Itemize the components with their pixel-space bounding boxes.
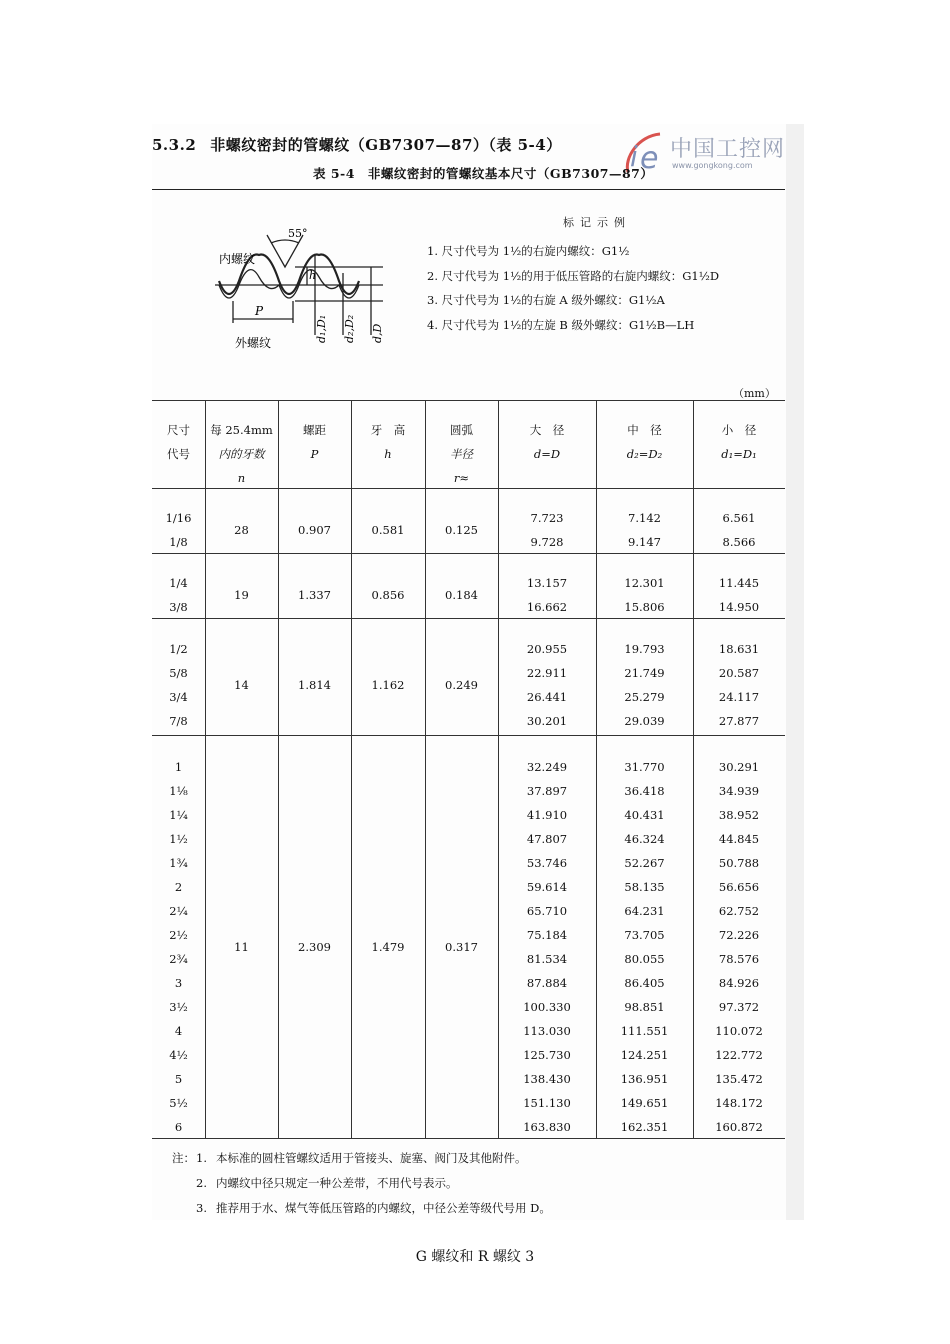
pitch-cell: 7.142 [628,511,661,525]
h-value: 0.581 [371,523,405,537]
major-cell: 7.723 [530,511,564,525]
sizes-cell: 2¾ [169,952,188,966]
major-cells [498,755,596,1139]
note-number: 3. [196,1201,207,1215]
pitch-cell: 52.267 [624,856,665,870]
pitch-cell: 58.135 [624,880,665,894]
major-cell: 125.730 [523,1048,571,1062]
unit-label: （mm） [733,387,776,400]
sizes-cell: 2 [174,880,183,894]
header-text: d₂=D₂ [626,447,663,461]
header-text: 内的牙数 [218,447,265,461]
minor-cell: 11.445 [718,576,760,590]
pitch-dia-label: d₂,D₂ [343,314,356,343]
sizes-cells [152,571,205,619]
header-text: P [310,447,319,461]
minor-cells [693,637,785,733]
external-thread-label: 外螺纹 [235,336,272,350]
pitch-cell: 80.055 [624,952,665,966]
pitch-cell: 111.551 [620,1024,669,1038]
major-cell: 41.910 [526,808,568,822]
height-label: h [309,269,317,282]
P-value: 1.337 [298,588,331,602]
marking-line: 1. 尺寸代号为 1½的右旋内螺纹：G1½ [427,244,630,258]
major-cell: 59.614 [526,880,568,894]
minor-cell: 8.566 [722,535,756,549]
minor-cell: 50.788 [718,856,760,870]
section-number: 5.3.2 [152,136,197,154]
h-cell [351,935,425,959]
sizes-cell: 1/2 [169,642,188,656]
pitch-cell: 73.705 [624,928,665,942]
sizes-cell: 2½ [169,928,188,942]
sizes-cell: 3/8 [169,600,188,614]
column-rule [205,400,206,1138]
P-value: 1.814 [298,678,331,692]
minor-cell: 44.845 [718,832,760,846]
sizes-cells [152,637,205,733]
r-value: 0.317 [445,940,478,954]
major-cell: 47.807 [526,832,568,846]
marking-heading: 标记示例 [563,216,631,229]
pitch-cell: 98.851 [624,1000,665,1014]
section-heading [152,134,562,155]
r-value: 0.249 [445,678,478,692]
page-footer: G 螺纹和 R 螺纹 3 [415,1249,535,1265]
minor-cells [693,571,785,619]
minor-dia-label: d₁,D₁ [315,314,328,343]
major-cell: 16.662 [526,600,568,614]
column-header [596,418,693,466]
sizes-cell: 6 [174,1120,183,1134]
sizes-cell: 3½ [169,1000,188,1014]
sizes-cell: 3/4 [169,690,188,704]
column-header [693,418,785,466]
P-cell [278,518,351,542]
column-rule [351,400,352,1138]
header-text: 每 25.4mm [210,423,273,437]
P-value: 2.309 [298,940,331,954]
sizes-cell: 1/8 [169,535,188,549]
major-cell: 9.728 [530,535,564,549]
major-cell: 75.184 [526,928,568,942]
major-cell: 13.157 [526,576,568,590]
notes [172,1146,551,1221]
major-cell: 151.130 [523,1096,571,1110]
r-value: 0.125 [445,523,478,537]
major-cell: 138.430 [523,1072,571,1086]
pitch-cell: 15.806 [624,600,665,614]
minor-cell: 160.872 [715,1120,763,1134]
P-cell [278,673,351,697]
major-cell: 65.710 [526,904,568,918]
sizes-cell: 2¼ [169,904,188,918]
thread-profile-diagram [205,215,395,355]
h-cell [351,518,425,542]
marking-line: 3. 尺寸代号为 1½的右旋 A 级外螺纹：G1½A [427,293,665,307]
n-cell [205,518,278,542]
column-header [278,418,351,466]
major-cell: 53.746 [526,856,568,870]
svg-text:e: e [640,141,659,176]
column-header [351,418,425,466]
note-number: 1. [196,1151,207,1165]
major-cell: 100.330 [523,1000,571,1014]
minor-cell: 72.226 [718,928,760,942]
sizes-cell: 5 [174,1072,183,1086]
notes-label: 注： [172,1151,195,1165]
major-cells [498,637,596,733]
pitch-cell: 19.793 [624,642,665,656]
sizes-cell: 4½ [169,1048,188,1062]
minor-cell: 135.472 [715,1072,763,1086]
major-cell: 163.830 [523,1120,571,1134]
minor-cell: 20.587 [718,666,760,680]
sizes-cell: 1/4 [169,576,188,590]
minor-cell: 24.117 [718,690,760,704]
angle-label: 55° [288,227,308,240]
header-text: r≈ [453,471,470,485]
header-text: 尺寸 [167,423,190,437]
section-title: 非螺纹密封的管螺纹（GB7307—87）（表 5-4） [210,136,562,154]
top-rule [152,189,785,190]
minor-cell: 97.372 [718,1000,760,1014]
P-cell [278,583,351,607]
pitch-cell: 46.324 [624,832,665,846]
sizes-cell: 1/16 [165,511,192,525]
minor-cells [693,506,785,554]
h-cell [351,583,425,607]
n-value: 28 [234,523,249,537]
column-header [152,418,205,466]
header-text: 大 径 [529,423,565,437]
sizes-cell: 4 [174,1024,183,1038]
major-cell: 32.249 [526,760,568,774]
logo-name: 中国工控网 [670,137,786,162]
header-text: d₁=D₁ [721,447,757,461]
pitch-cell: 12.301 [624,576,665,590]
note-number: 2. [196,1176,207,1190]
n-value: 14 [234,678,249,692]
group-rule [152,735,785,736]
major-cell: 113.030 [523,1024,571,1038]
column-rule [425,400,426,1138]
r-cell [425,518,498,542]
r-cell [425,583,498,607]
minor-cell: 14.950 [718,600,760,614]
minor-cell: 78.576 [718,952,760,966]
pitch-cell: 64.231 [624,904,665,918]
pitch-cell: 21.749 [624,666,665,680]
sizes-cell: 5½ [169,1096,188,1110]
pitch-cell: 9.147 [628,535,661,549]
table-title: 表 5-4 非螺纹密封的管螺纹基本尺寸（GB7307—87） [313,166,654,181]
header-text: 小 径 [721,423,757,437]
n-cell [205,583,278,607]
pitch-cells [596,506,693,554]
pitch-cell: 29.039 [624,714,665,728]
note-text: 内螺纹中径只规定一种公差带，不用代号表示。 [216,1176,458,1190]
header-text: 中 径 [627,423,662,437]
pitch-label: P [255,304,264,318]
P-value: 0.907 [298,523,331,537]
pitch-cell: 31.770 [624,760,665,774]
pitch-cell: 36.418 [624,784,665,798]
major-cell: 37.897 [526,784,568,798]
r-cell [425,673,498,697]
sizes-cells [152,755,205,1139]
pitch-cell: 149.651 [620,1096,669,1110]
h-value: 1.162 [371,678,405,692]
pitch-cell: 162.351 [620,1120,669,1134]
minor-cell: 27.877 [718,714,760,728]
svg-text:i: i [630,140,638,173]
minor-cell: 38.952 [718,808,760,822]
column-header [205,418,278,490]
P-cell [278,935,351,959]
minor-cell: 148.172 [715,1096,763,1110]
column-header [498,418,596,466]
major-cell: 87.884 [526,976,568,990]
sizes-cell: 1½ [169,832,188,846]
minor-cell: 110.072 [715,1024,763,1038]
r-cell [425,935,498,959]
header-text: h [384,447,392,461]
n-cell [205,673,278,697]
header-text: n [237,471,246,485]
note-text: 本标准的圆柱管螺纹适用于管接头、旋塞、阀门及其他附件。 [216,1151,527,1165]
header-text: 螺距 [303,423,326,437]
n-cell [205,935,278,959]
pitch-cell: 124.251 [620,1048,669,1062]
major-cell: 30.201 [526,714,568,728]
column-header [425,418,498,490]
logo-url: www.gongkong.com [672,161,753,170]
major-cell: 26.441 [526,690,568,704]
note-line [172,1196,551,1221]
sizes-cell: 1⅛ [169,784,188,798]
sizes-cell: 1 [174,760,183,774]
minor-cell: 84.926 [718,976,760,990]
minor-cell: 30.291 [718,760,760,774]
n-value: 19 [234,588,249,602]
scan-edge [786,124,804,1220]
header-text: d=D [533,447,561,461]
pitch-cell: 40.431 [624,808,665,822]
minor-cell: 122.772 [715,1048,763,1062]
major-dia-label: d,D [371,323,384,343]
pitch-cell: 25.279 [624,690,665,704]
minor-cell: 34.939 [718,784,760,798]
sizes-cell: 1¾ [169,856,188,870]
marking-line: 4. 尺寸代号为 1½的左旋 B 级外螺纹：G1½B—LH [427,317,695,332]
marking-examples [427,214,719,337]
r-value: 0.184 [445,588,478,602]
major-cell: 22.911 [526,666,568,680]
internal-thread-label: 内螺纹 [219,252,256,266]
minor-cell: 62.752 [718,904,760,918]
sizes-cell: 7/8 [169,714,188,728]
h-cell [351,673,425,697]
sizes-cell: 3 [174,976,183,990]
pitch-cell: 86.405 [624,976,665,990]
pitch-cell: 136.951 [620,1072,669,1086]
header-text: 半径 [450,447,473,461]
sizes-cell: 1¼ [169,808,188,822]
h-value: 0.856 [371,588,405,602]
major-cells [498,571,596,619]
note-line [172,1146,551,1171]
major-cell: 20.955 [526,642,568,656]
major-cells [498,506,596,554]
sizes-cells [152,506,205,554]
column-rule [278,400,279,1138]
pitch-cells [596,637,693,733]
pitch-cells [596,571,693,619]
header-text: 代号 [167,447,190,461]
n-value: 11 [234,940,249,954]
header-text: 牙 高 [370,423,406,437]
pitch-cells [596,755,693,1139]
header-text: 圆弧 [450,423,473,437]
minor-cells [693,755,785,1139]
minor-cell: 56.656 [718,880,760,894]
minor-cell: 6.561 [722,511,756,525]
sizes-cell: 5/8 [169,666,188,680]
major-cell: 81.534 [526,952,568,966]
h-value: 1.479 [371,940,405,954]
minor-cell: 18.631 [718,642,760,656]
table-top-rule [152,400,785,401]
note-line [172,1171,551,1196]
marking-line: 2. 尺寸代号为 1½的用于低压管路的右旋内螺纹：G1½D [427,268,720,283]
note-text: 推荐用于水、煤气等低压管路的内螺纹，中径公差等级代号用 D。 [216,1201,551,1215]
